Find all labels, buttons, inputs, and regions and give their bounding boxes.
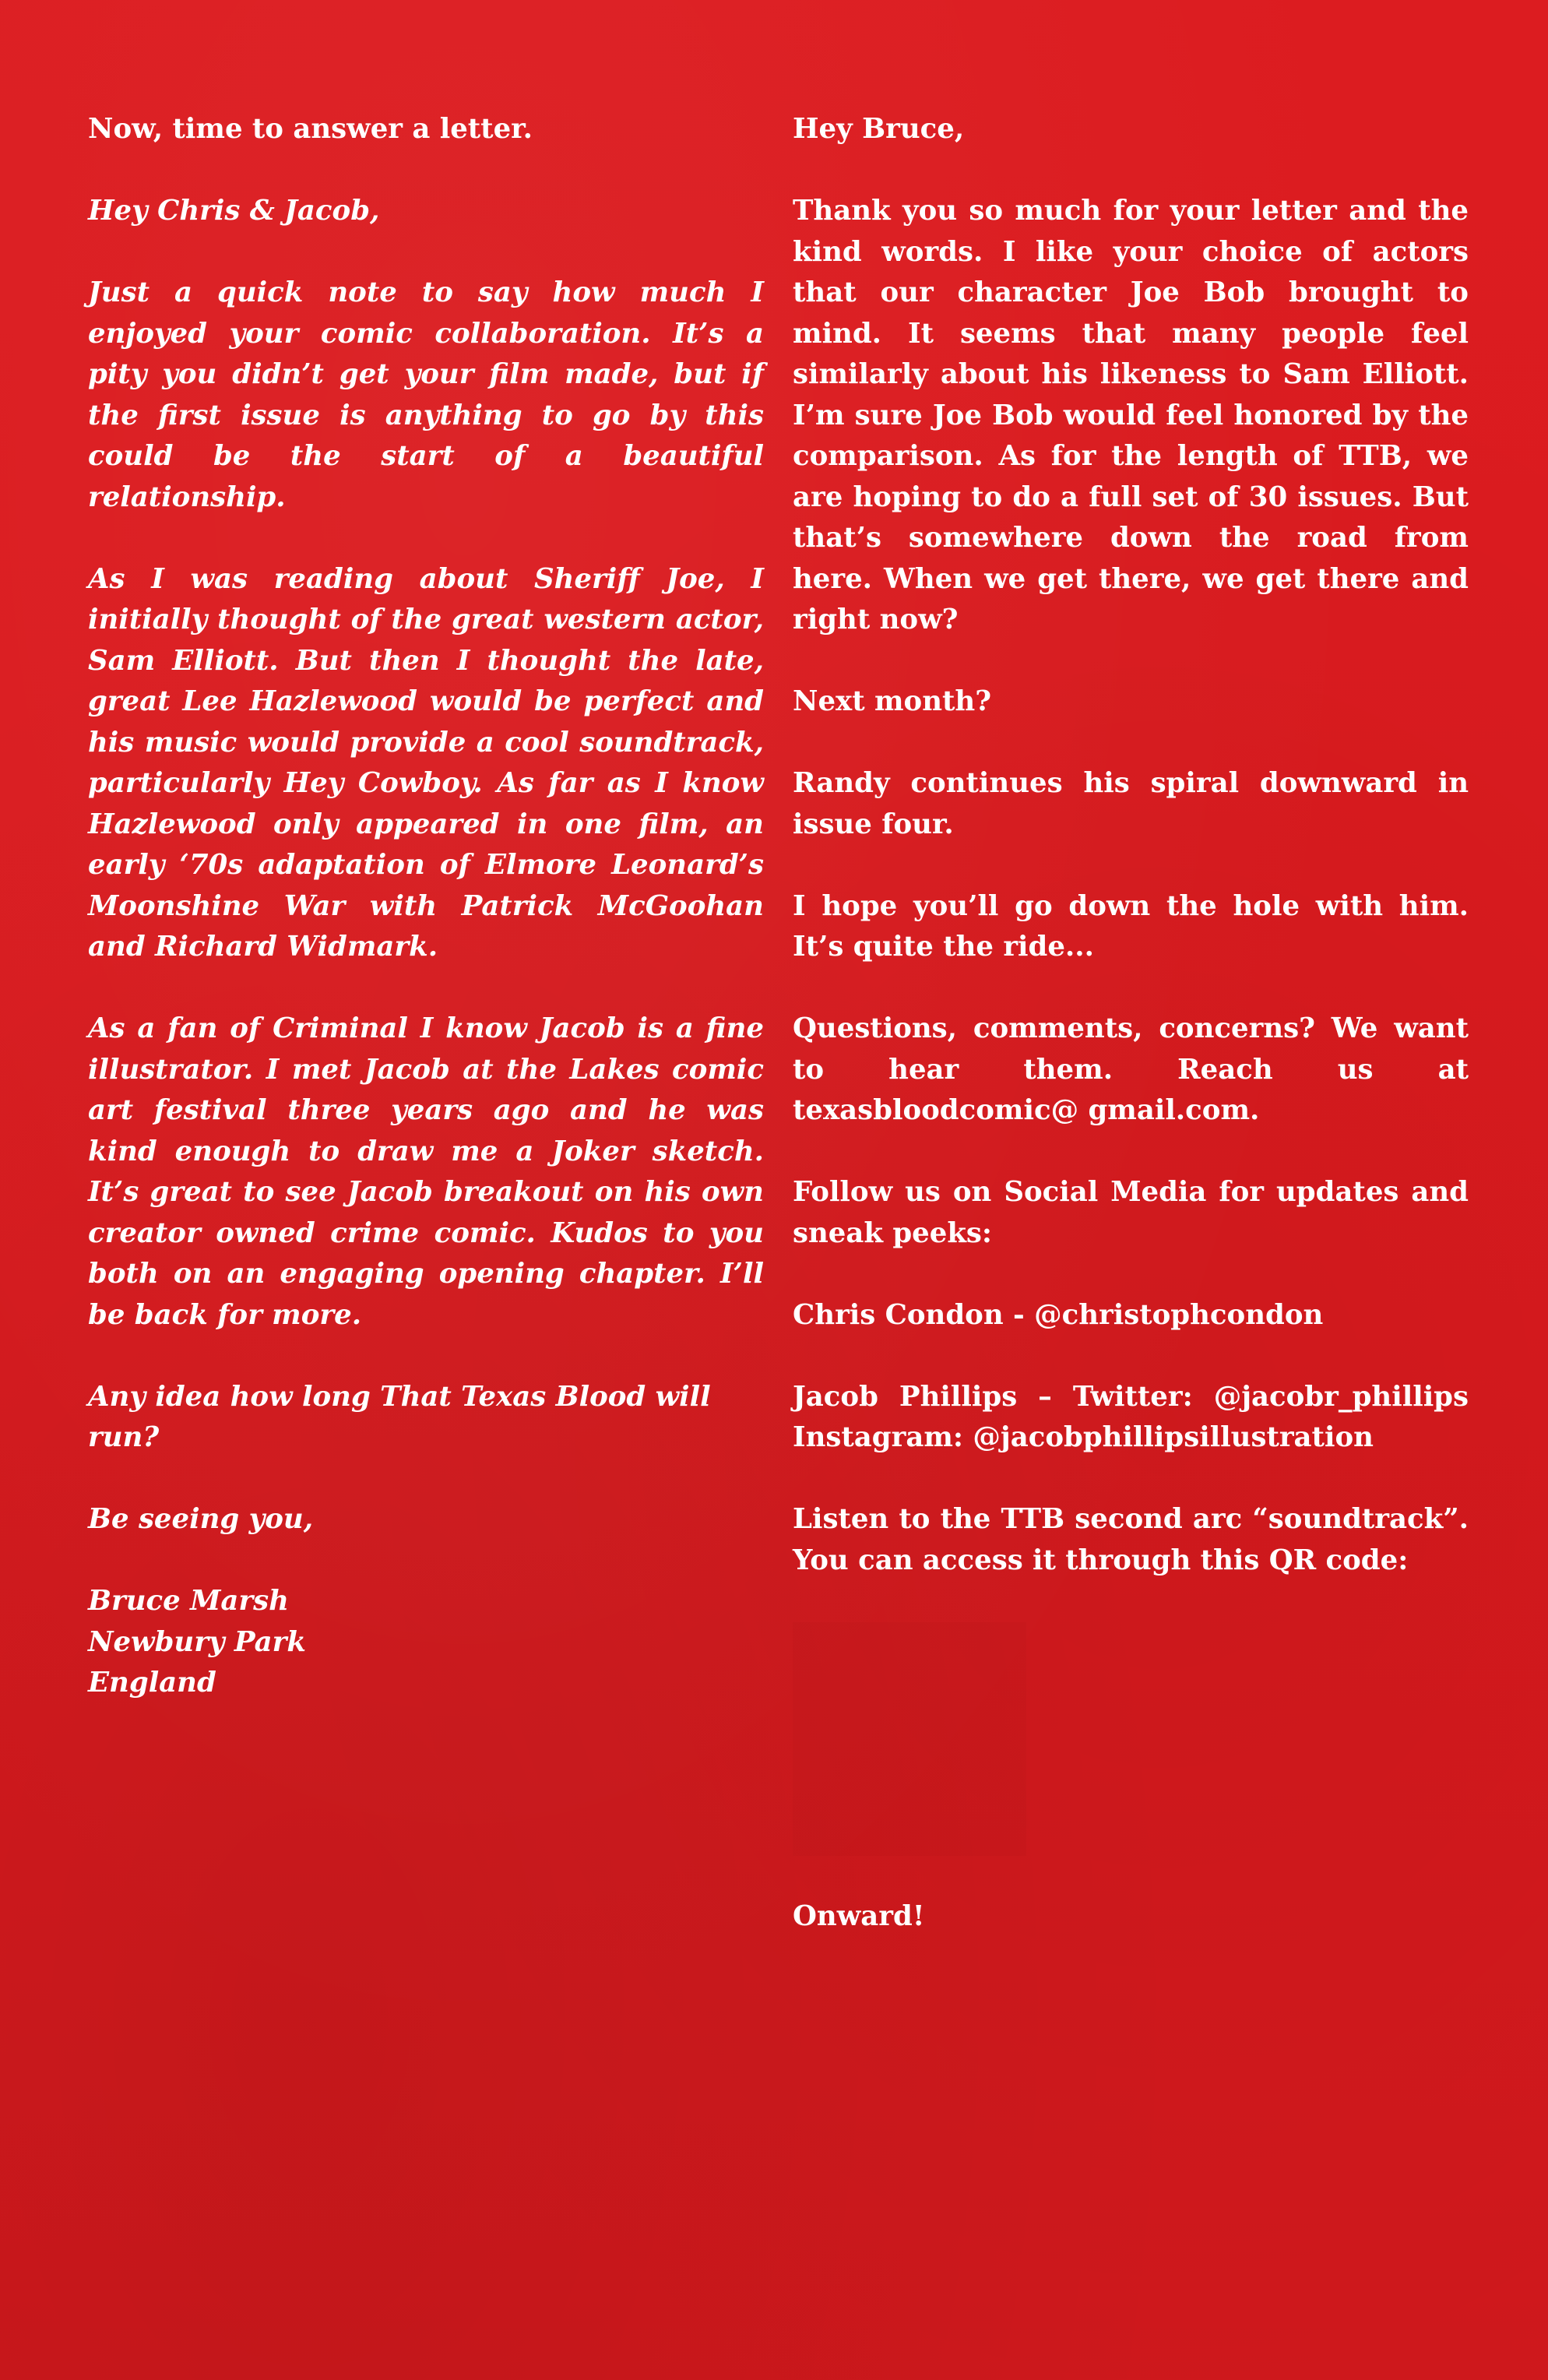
reply-column	[793, 109, 1469, 1978]
letter-closing: Be seeing you,	[88, 1503, 314, 1535]
reply-salutation: Hey Bruce,	[793, 113, 965, 145]
letter-paragraph-1: Just a quick note to say how much I enjoyed your comic collaboration. It’s a pity you didn’t get your film made, but if the first issue is anything to go by this could be the start of a beautiful relationship.	[88, 276, 764, 513]
reply-next-month: Next month?	[793, 685, 992, 717]
qr-code-area[interactable]	[793, 1622, 1026, 1856]
signature-town: Newbury Park	[88, 1625, 306, 1658]
letter-signature	[88, 1581, 764, 1704]
jacob-instagram: Instagram: @jacobphillipsillustration	[793, 1421, 1374, 1453]
letter-paragraph-3: As a fan of Criminal I know Jacob is a fine illustrator. I met Jacob at the Lakes comic art festival three years ago and he was kind enough to draw me a Joker sketch. It’s great to see Jacob breakout on his own creator owned crime comic. Kudos to you both on an engaging opening chapter. I’ll be back for more.	[88, 1012, 764, 1331]
letter-question: Any idea how long That Texas Blood will run?	[88, 1380, 711, 1453]
reply-soundtrack: Listen to the TTB second arc “soundtrack”. You can access it through this QR code:	[793, 1503, 1469, 1576]
reply-jacob-handles	[793, 1377, 1469, 1459]
signature-name: Bruce Marsh	[88, 1585, 289, 1617]
jacob-twitter: Jacob Phillips – Twitter: @jacobr_phillips	[793, 1380, 1469, 1413]
reply-paragraph-3: I hope you’ll go down the hole with him. It’s quite the ride...	[793, 889, 1469, 963]
signature-country: England	[88, 1667, 216, 1699]
reply-sign-off: Onward!	[793, 1900, 925, 1932]
reply-chris-handle: Chris Condon - @christophcondon	[793, 1298, 1324, 1331]
letter-salutation: Hey Chris & Jacob,	[88, 195, 380, 227]
letter-paragraph-2: As I was reading about Sheriff Joe, I initially thought of the great western actor, Sam Elliott. But then I thought the late, great Lee Hazlewood would be perfect and his music would provide a cool soundtrack, particularly Hey Cowboy. As far as I know Hazlewood only appeared in one film, an early ‘70s adaptation of Elmore Leonard’s Moonshine War with Patrick McGoohan and Richard Widmark.	[88, 562, 764, 963]
letter-column	[88, 109, 764, 1745]
reply-paragraph-1: Thank you so much for your letter and the kind words. I like your choice of actors that our character Joe Bob brought to mind. It seems that many people feel similarly about his likeness to Sam Elliott. I’m sure Joe Bob would feel honored by the comparison. As for the length of TTB, we are hoping to do a full set of 30 issues. But that’s somewhere down the road from here. When we get there, we get there and right now?	[793, 195, 1469, 635]
reply-social: Follow us on Social Media for updates and sneak peeks:	[793, 1176, 1469, 1249]
reply-paragraph-2: Randy continues his spiral downward in issue four.	[793, 767, 1469, 840]
intro-line: Now, time to answer a letter.	[88, 113, 533, 145]
reply-contact: Questions, comments, concerns? We want to hear them. Reach us at texasbloodcomic@ gmail.com.	[793, 1012, 1469, 1126]
